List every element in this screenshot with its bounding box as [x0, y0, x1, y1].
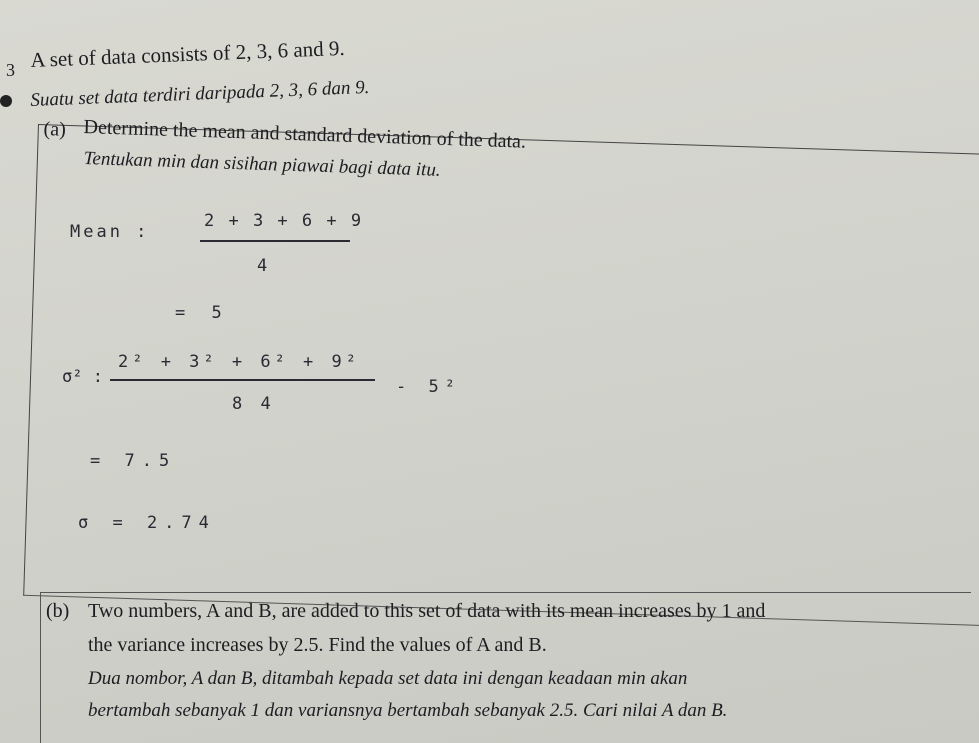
part-b-malay-line2: bertambah sebanyak 1 dan variansnya bertambah sebanyak 2.5. Cari nilai A dan B.: [88, 700, 728, 721]
bullet-mark: [0, 95, 12, 107]
part-a-answer-box: [23, 124, 979, 626]
variance-minus-term: - 5²: [396, 377, 461, 397]
variance-numerator: 2² + 3² + 6² + 9²: [118, 352, 360, 372]
mean-numerator: 2 + 3 + 6 + 9: [204, 211, 364, 231]
part-a-text-english: Determine the mean and standard deviation of the data.: [83, 116, 527, 153]
part-b-label: (b): [46, 600, 70, 622]
variance-denominator: 8 4: [232, 394, 275, 414]
mean-label: Mean :: [70, 222, 150, 242]
part-b-malay-line1: Dua nombor, A dan B, ditambah kepada set data ini dengan keadaan min akan: [88, 668, 688, 689]
variance-result: = 7.5: [90, 451, 177, 471]
mean-result: = 5: [175, 303, 230, 323]
part-b-english-line1: Two numbers, A and B, are added to this set of data with its mean increases by 1 and: [88, 600, 766, 622]
variance-label: σ² :: [62, 367, 103, 387]
sd-result: σ = 2.74: [78, 513, 216, 533]
mean-fraction-bar: [200, 240, 350, 242]
question-text-malay: Suatu set data terdiri daripada 2, 3, 6 dan 9.: [30, 76, 370, 111]
question-text-english: A set of data consists of 2, 3, 6 and 9.: [30, 35, 346, 72]
part-a-label: (a): [43, 118, 67, 141]
question-number: 3: [6, 60, 15, 80]
variance-fraction-bar: [110, 379, 375, 381]
part-b-english-line2: the variance increases by 2.5. Find the values of A and B.: [88, 634, 547, 656]
part-a-text-malay: Tentukan min dan sisihan piawai bagi data itu.: [83, 148, 441, 181]
mean-denominator: 4: [257, 256, 268, 276]
